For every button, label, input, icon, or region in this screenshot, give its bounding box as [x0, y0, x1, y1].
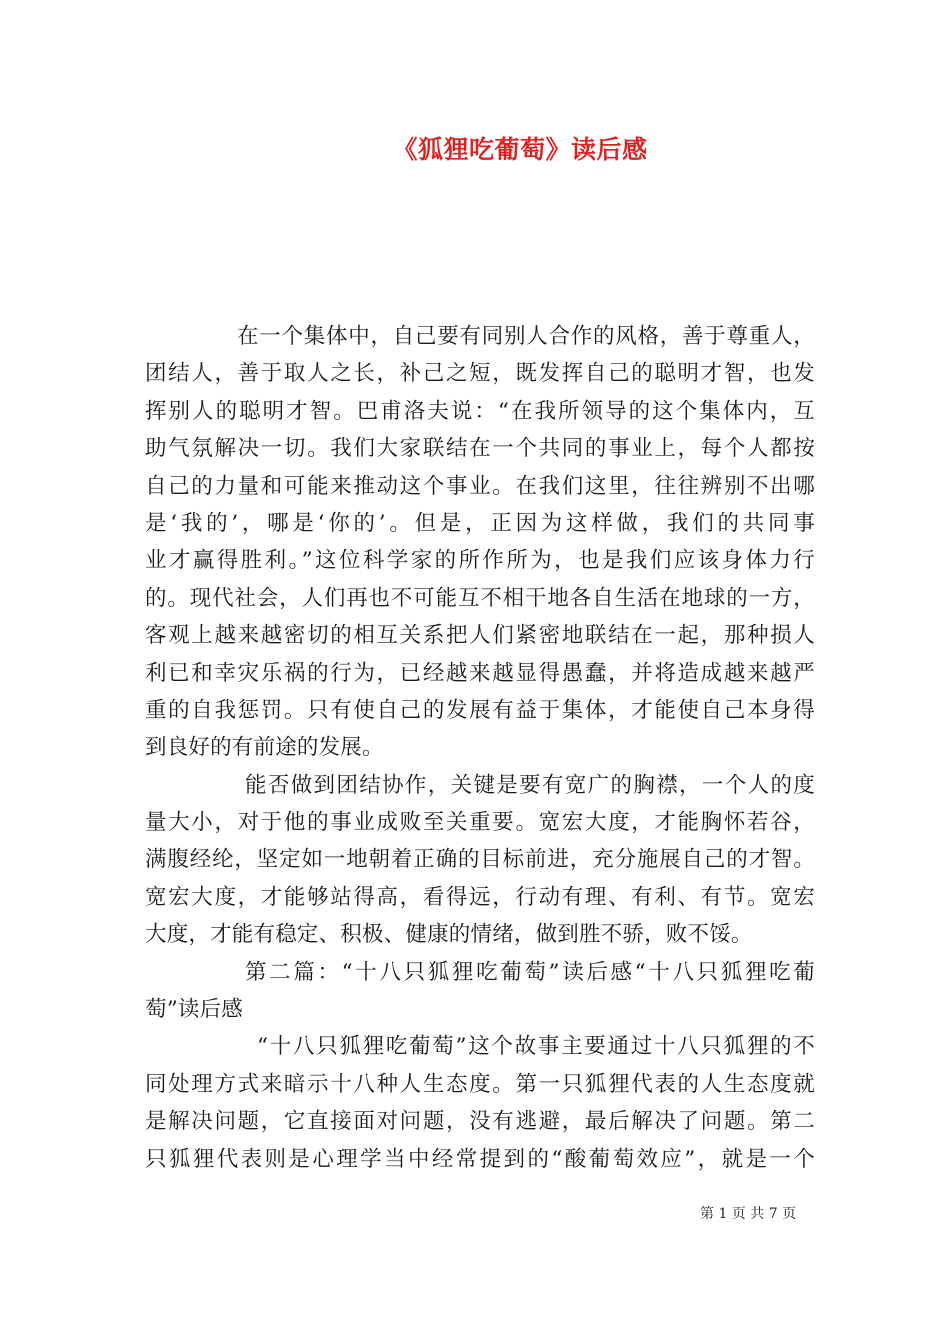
paragraph-line: 客观上越来越密切的相互关系把人们紧密地联结在一起，那种损人	[145, 623, 815, 649]
paragraph-line: 能否做到团结协作，关键是要有宽广的胸襟，一个人的度	[245, 772, 815, 798]
paragraph-line: 利已和幸灾乐祸的行为，已经越来越显得愚蠢，并将造成越来越严	[145, 660, 815, 686]
paragraph-line: 助气氛解决一切。我们大家联结在一个共同的事业上，每个人都按	[145, 436, 815, 462]
paragraph-line: 自己的力量和可能来推动这个事业。在我们这里，往往辨别不出哪	[145, 473, 815, 499]
paragraph-line: 的。现代社会，人们再也不可能互不相干地各自生活在地球的一方，	[145, 585, 815, 611]
paragraph-line: 量大小，对于他的事业成败至关重要。宽宏大度，才能胸怀若谷，	[145, 810, 815, 836]
page-number: 第 1 页 共 7 页	[700, 1206, 797, 1222]
paragraph-line: 只狐狸代表则是心理学当中经常提到的“酸葡萄效应”，就是一个	[145, 1146, 815, 1172]
paragraph-line: 同处理方式来暗示十八种人生态度。第一只狐狸代表的人生态度就	[145, 1071, 815, 1097]
section-heading-line: 萄”读后感	[145, 997, 243, 1023]
page-title: 《狐狸吃葡萄》读后感	[392, 135, 648, 164]
paragraph-line: 大度，才能有稳定、积极、健康的情绪，做到胜不骄，败不馁。	[145, 922, 753, 948]
paragraph-line: 宽宏大度，才能够站得高，看得远，行动有理、有利、有节。宽宏	[145, 884, 815, 910]
paragraph-line: 到良好的有前途的发展。	[145, 735, 384, 761]
paragraph-line: 是‘我的’，哪是‘你的’。但是，正因为这样做，我们的共同事	[145, 510, 815, 536]
paragraph-line: 是解决问题，它直接面对问题，没有逃避，最后解决了问题。第二	[145, 1109, 815, 1135]
paragraph-line: 业才赢得胜利。”这位科学家的所作所为，也是我们应该身体力行	[145, 548, 815, 574]
paragraph-line: 满腹经纶，坚定如一地朝着正确的目标前进，充分施展自己的才智。	[145, 847, 815, 873]
paragraph-line: “十八只狐狸吃葡萄”这个故事主要通过十八只狐狸的不	[257, 1034, 815, 1060]
paragraph-line: 在一个集体中，自己要有同别人合作的风格，善于尊重人，	[237, 324, 815, 349]
paragraph-line: 挥别人的聪明才智。巴甫洛夫说：“在我所领导的这个集体内，互	[145, 398, 815, 424]
section-heading-line: 第二篇：“十八只狐狸吃葡萄”读后感“十八只狐狸吃葡	[245, 959, 815, 985]
body-text	[145, 318, 815, 1178]
paragraph-line: 重的自我惩罚。只有使自己的发展有益于集体，才能使自己本身得	[145, 697, 815, 723]
paragraph-line: 团结人，善于取人之长，补己之短，既发挥自己的聪明才智，也发	[145, 361, 815, 387]
